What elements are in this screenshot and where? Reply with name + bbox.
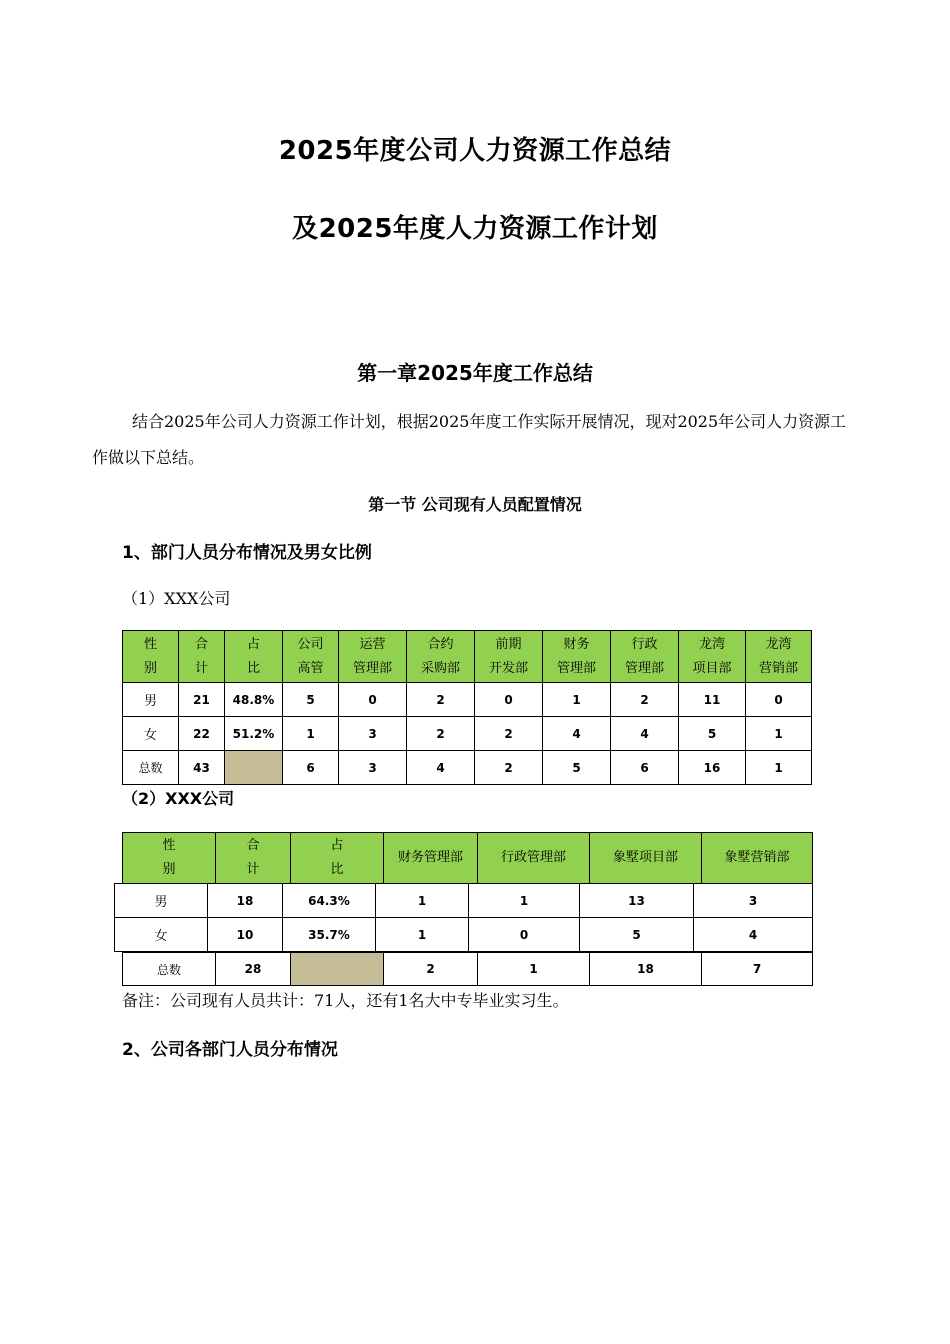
header-cell: 行政管理部 <box>478 833 590 884</box>
section-title: 第一节 公司现有人员配置情况 <box>368 495 582 514</box>
table-cell: 2 <box>407 683 475 717</box>
header-cell: 占 比 <box>225 631 283 683</box>
table-cell: 1 <box>376 918 469 952</box>
table-header-row <box>123 833 813 884</box>
table-cell: 3 <box>339 717 407 751</box>
table-cell: 总数 <box>123 751 179 785</box>
table-cell: 28 <box>216 953 291 986</box>
table-cell: 3 <box>694 884 813 918</box>
table-cell: 0 <box>469 918 580 952</box>
table-cell: 6 <box>611 751 679 785</box>
chapter-title: 第一章2025年度工作总结 <box>357 361 593 385</box>
table-cell: 0 <box>475 683 543 717</box>
table-cell: 1 <box>376 884 469 918</box>
table-row <box>115 884 813 918</box>
table-cell: 10 <box>208 918 283 952</box>
header-cell: 财务 管理部 <box>543 631 611 683</box>
table-cell: 43 <box>179 751 225 785</box>
table-cell: 1 <box>746 717 812 751</box>
table-cell: 11 <box>679 683 746 717</box>
document-title-line-1: 2025年度公司人力资源工作总结 <box>278 136 672 166</box>
table-cell: 女 <box>123 717 179 751</box>
table-cell: 18 <box>590 953 702 986</box>
header-cell: 占 比 <box>291 833 384 884</box>
blank-shaded-cell <box>225 751 283 785</box>
table-cell: 0 <box>339 683 407 717</box>
table-cell: 1 <box>543 683 611 717</box>
header-cell: 公司 高管 <box>283 631 339 683</box>
table-cell: 2 <box>475 751 543 785</box>
company-1-staff-table <box>122 630 812 785</box>
table-cell: 7 <box>702 953 813 986</box>
document-title-line-2: 及2025年度人力资源工作计划 <box>292 214 658 244</box>
table-cell: 2 <box>611 683 679 717</box>
table-cell: 16 <box>679 751 746 785</box>
table-row <box>123 717 812 751</box>
header-cell: 运营 管理部 <box>339 631 407 683</box>
blank-shaded-cell <box>291 953 384 986</box>
company-1-label: （1）XXX公司 <box>122 589 231 608</box>
header-cell: 行政 管理部 <box>611 631 679 683</box>
header-cell: 合约 采购部 <box>407 631 475 683</box>
header-cell: 象墅项目部 <box>590 833 702 884</box>
header-cell: 性 别 <box>123 631 179 683</box>
table-cell: 4 <box>407 751 475 785</box>
header-cell: 象墅营销部 <box>702 833 813 884</box>
table-cell: 1 <box>746 751 812 785</box>
table-cell: 51.2% <box>225 717 283 751</box>
table-cell: 13 <box>580 884 694 918</box>
table-cell: 21 <box>179 683 225 717</box>
table-total-row <box>123 751 812 785</box>
table-cell: 4 <box>543 717 611 751</box>
table-cell: 男 <box>115 884 208 918</box>
table-cell: 男 <box>123 683 179 717</box>
table-cell: 2 <box>475 717 543 751</box>
table-cell: 48.8% <box>225 683 283 717</box>
header-cell: 合 计 <box>179 631 225 683</box>
table-header-row <box>123 631 812 683</box>
intro-paragraph: 结合2025年公司人力资源工作计划，根据2025年度工作实际开展情况，现对2025年公司人力资源工作做以下总结。 <box>92 412 847 467</box>
company-2-staff-table-total <box>122 952 813 986</box>
table-cell: 女 <box>115 918 208 952</box>
table-cell: 1 <box>469 884 580 918</box>
table-cell: 18 <box>208 884 283 918</box>
staff-note: 备注：公司现有人员共计：71人，还有1名大中专毕业实习生。 <box>122 991 569 1010</box>
header-cell: 前期 开发部 <box>475 631 543 683</box>
table-cell: 5 <box>679 717 746 751</box>
table-cell: 5 <box>580 918 694 952</box>
table-cell: 4 <box>611 717 679 751</box>
company-2-staff-table-header <box>122 832 813 884</box>
table-cell: 2 <box>407 717 475 751</box>
heading-department-staff: 2、公司各部门人员分布情况 <box>122 1040 338 1060</box>
table-cell: 1 <box>478 953 590 986</box>
company-2-staff-table-body <box>114 883 813 952</box>
header-cell: 性 别 <box>123 833 216 884</box>
table-cell: 22 <box>179 717 225 751</box>
table-cell: 35.7% <box>283 918 376 952</box>
header-cell: 龙湾 营销部 <box>746 631 812 683</box>
header-cell: 龙湾 项目部 <box>679 631 746 683</box>
company-2-label: （2）XXX公司 <box>122 789 235 808</box>
header-cell: 财务管理部 <box>384 833 478 884</box>
table-cell: 0 <box>746 683 812 717</box>
heading-department-distribution: 1、部门人员分布情况及男女比例 <box>122 543 372 563</box>
table-cell: 4 <box>694 918 813 952</box>
table-row <box>123 683 812 717</box>
table-cell: 6 <box>283 751 339 785</box>
table-cell: 3 <box>339 751 407 785</box>
header-cell: 合 计 <box>216 833 291 884</box>
table-cell: 5 <box>283 683 339 717</box>
table-cell: 1 <box>283 717 339 751</box>
table-cell: 5 <box>543 751 611 785</box>
table-cell: 总数 <box>123 953 216 986</box>
table-row <box>115 918 813 952</box>
table-cell: 2 <box>384 953 478 986</box>
table-cell: 64.3% <box>283 884 376 918</box>
table-total-row <box>123 953 813 986</box>
